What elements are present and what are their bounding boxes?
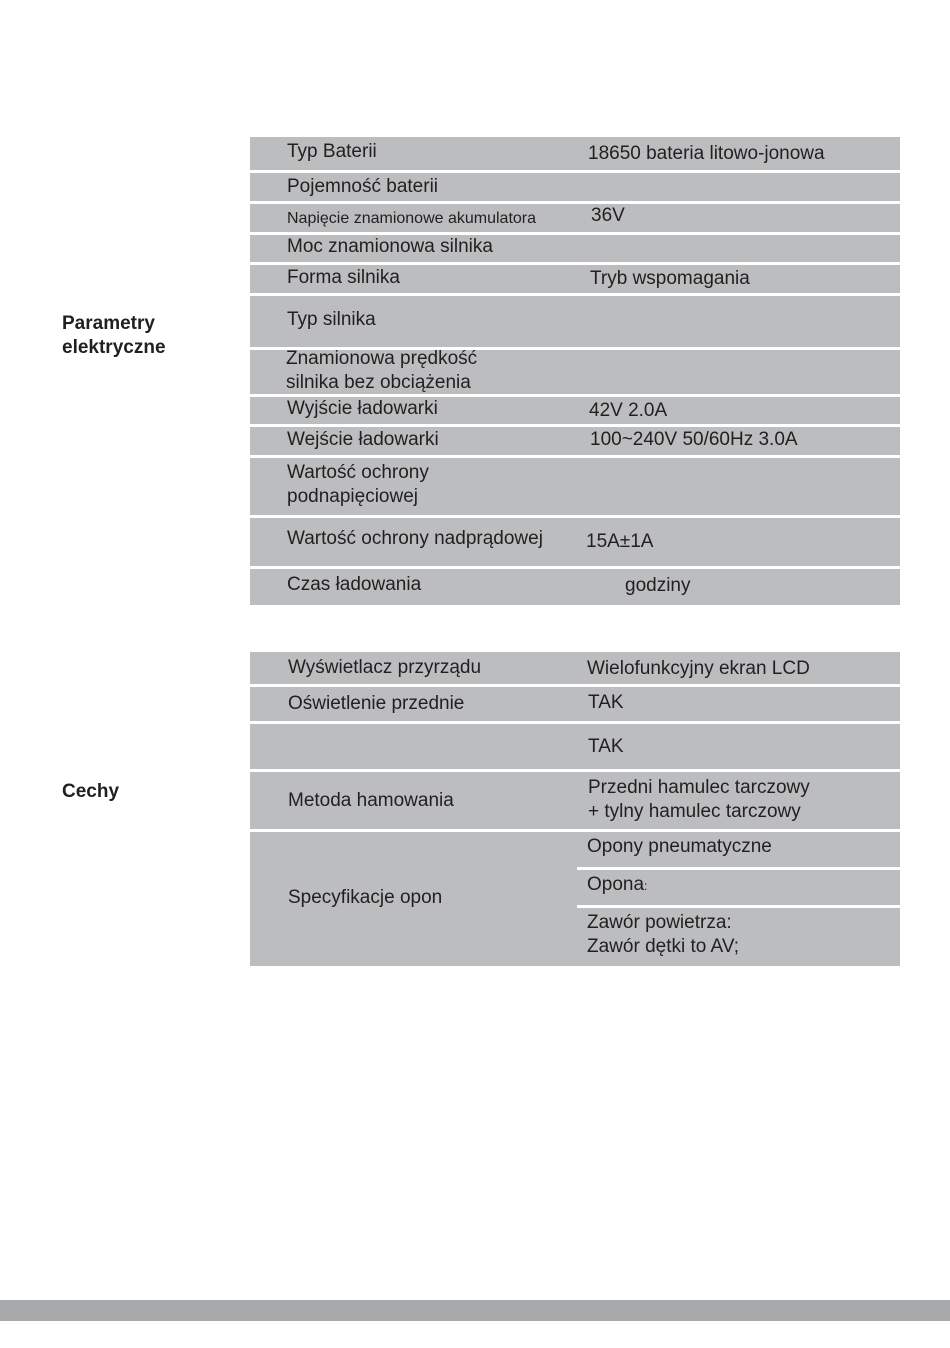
table-row [250, 397, 900, 424]
section-label-features: Cechy [62, 781, 120, 802]
table-row [250, 296, 900, 347]
footer-bar [0, 1300, 950, 1321]
param-label: Specyfikacje opon [288, 887, 443, 908]
param-label: Wartość ochrony nadprądowej [287, 528, 543, 549]
param-value-line2: Zawór dętki to AV; [587, 936, 740, 957]
param-label: Typ silnika [287, 309, 376, 330]
table-row [250, 652, 900, 684]
section-label-electrical [62, 312, 166, 360]
param-value: Wielofunkcyjny ekran LCD [587, 658, 810, 679]
table-row [250, 458, 900, 515]
param-value: 18650 bateria litowo-jonowa [588, 143, 825, 164]
table-row [250, 350, 900, 394]
param-value [588, 776, 810, 824]
param-label: Moc znamionowa silnika [287, 236, 493, 257]
param-label: Czas ładowania [287, 574, 422, 595]
param-value: TAK [588, 736, 624, 757]
param-value [587, 873, 647, 898]
param-label: Wyświetlacz przyrządu [288, 657, 482, 678]
param-label: Wejście ładowarki [287, 429, 439, 450]
table-row [250, 173, 900, 201]
param-label: Wyjście ładowarki [287, 398, 438, 419]
table-row [250, 265, 900, 293]
param-value: 15A±1A [586, 531, 654, 552]
tyre-value-row [577, 832, 900, 867]
tyre-value-row [577, 908, 900, 966]
param-label-line1: Znamionowa prędkość [286, 348, 478, 369]
param-value: Tryb wspomagania [590, 268, 750, 289]
param-label: Pojemność baterii [287, 176, 439, 197]
param-value: TAK [588, 692, 624, 713]
param-label-line2: silnika bez obciążenia [286, 372, 471, 393]
table-row [250, 687, 900, 721]
param-label [287, 461, 429, 509]
tyre-value-row [577, 870, 900, 905]
tyre-label-cell [250, 832, 577, 966]
param-value: 100~240V 50/60Hz 3.0A [590, 429, 798, 450]
param-label-line1: Wartość ochrony [287, 462, 429, 483]
section-label-electrical-line2: elektryczne [62, 337, 166, 358]
table-row [250, 427, 900, 455]
param-value-line2: + tylny hamulec tarczowy [588, 801, 801, 822]
param-value-suffix: : [644, 879, 648, 893]
param-value: 42V 2.0A [589, 400, 668, 421]
section-label-electrical-line1: Parametry [62, 313, 155, 334]
param-label [286, 347, 477, 395]
param-label: Napięcie znamionowe akumulatora [287, 210, 537, 227]
param-label: Typ Baterii [287, 141, 377, 162]
param-value: Opony pneumatyczne [587, 836, 772, 857]
param-label: Forma silnika [287, 267, 400, 288]
table-row [250, 724, 900, 769]
table-row [250, 204, 900, 232]
param-value-line1: Zawór powietrza: [587, 912, 732, 933]
param-value: godziny [625, 575, 691, 596]
table-row [250, 772, 900, 829]
param-value-line1: Przedni hamulec tarczowy [588, 777, 810, 798]
table-row [250, 235, 900, 262]
param-label: Oświetlenie przednie [288, 693, 465, 714]
table-row [250, 569, 900, 605]
param-label: Metoda hamowania [288, 790, 454, 811]
param-value-text: Opona [587, 874, 645, 895]
table-row [250, 137, 900, 170]
param-value [587, 911, 739, 959]
table-row [250, 518, 900, 566]
param-label-line2: podnapięciowej [287, 486, 418, 507]
param-value: 36V [591, 205, 625, 226]
